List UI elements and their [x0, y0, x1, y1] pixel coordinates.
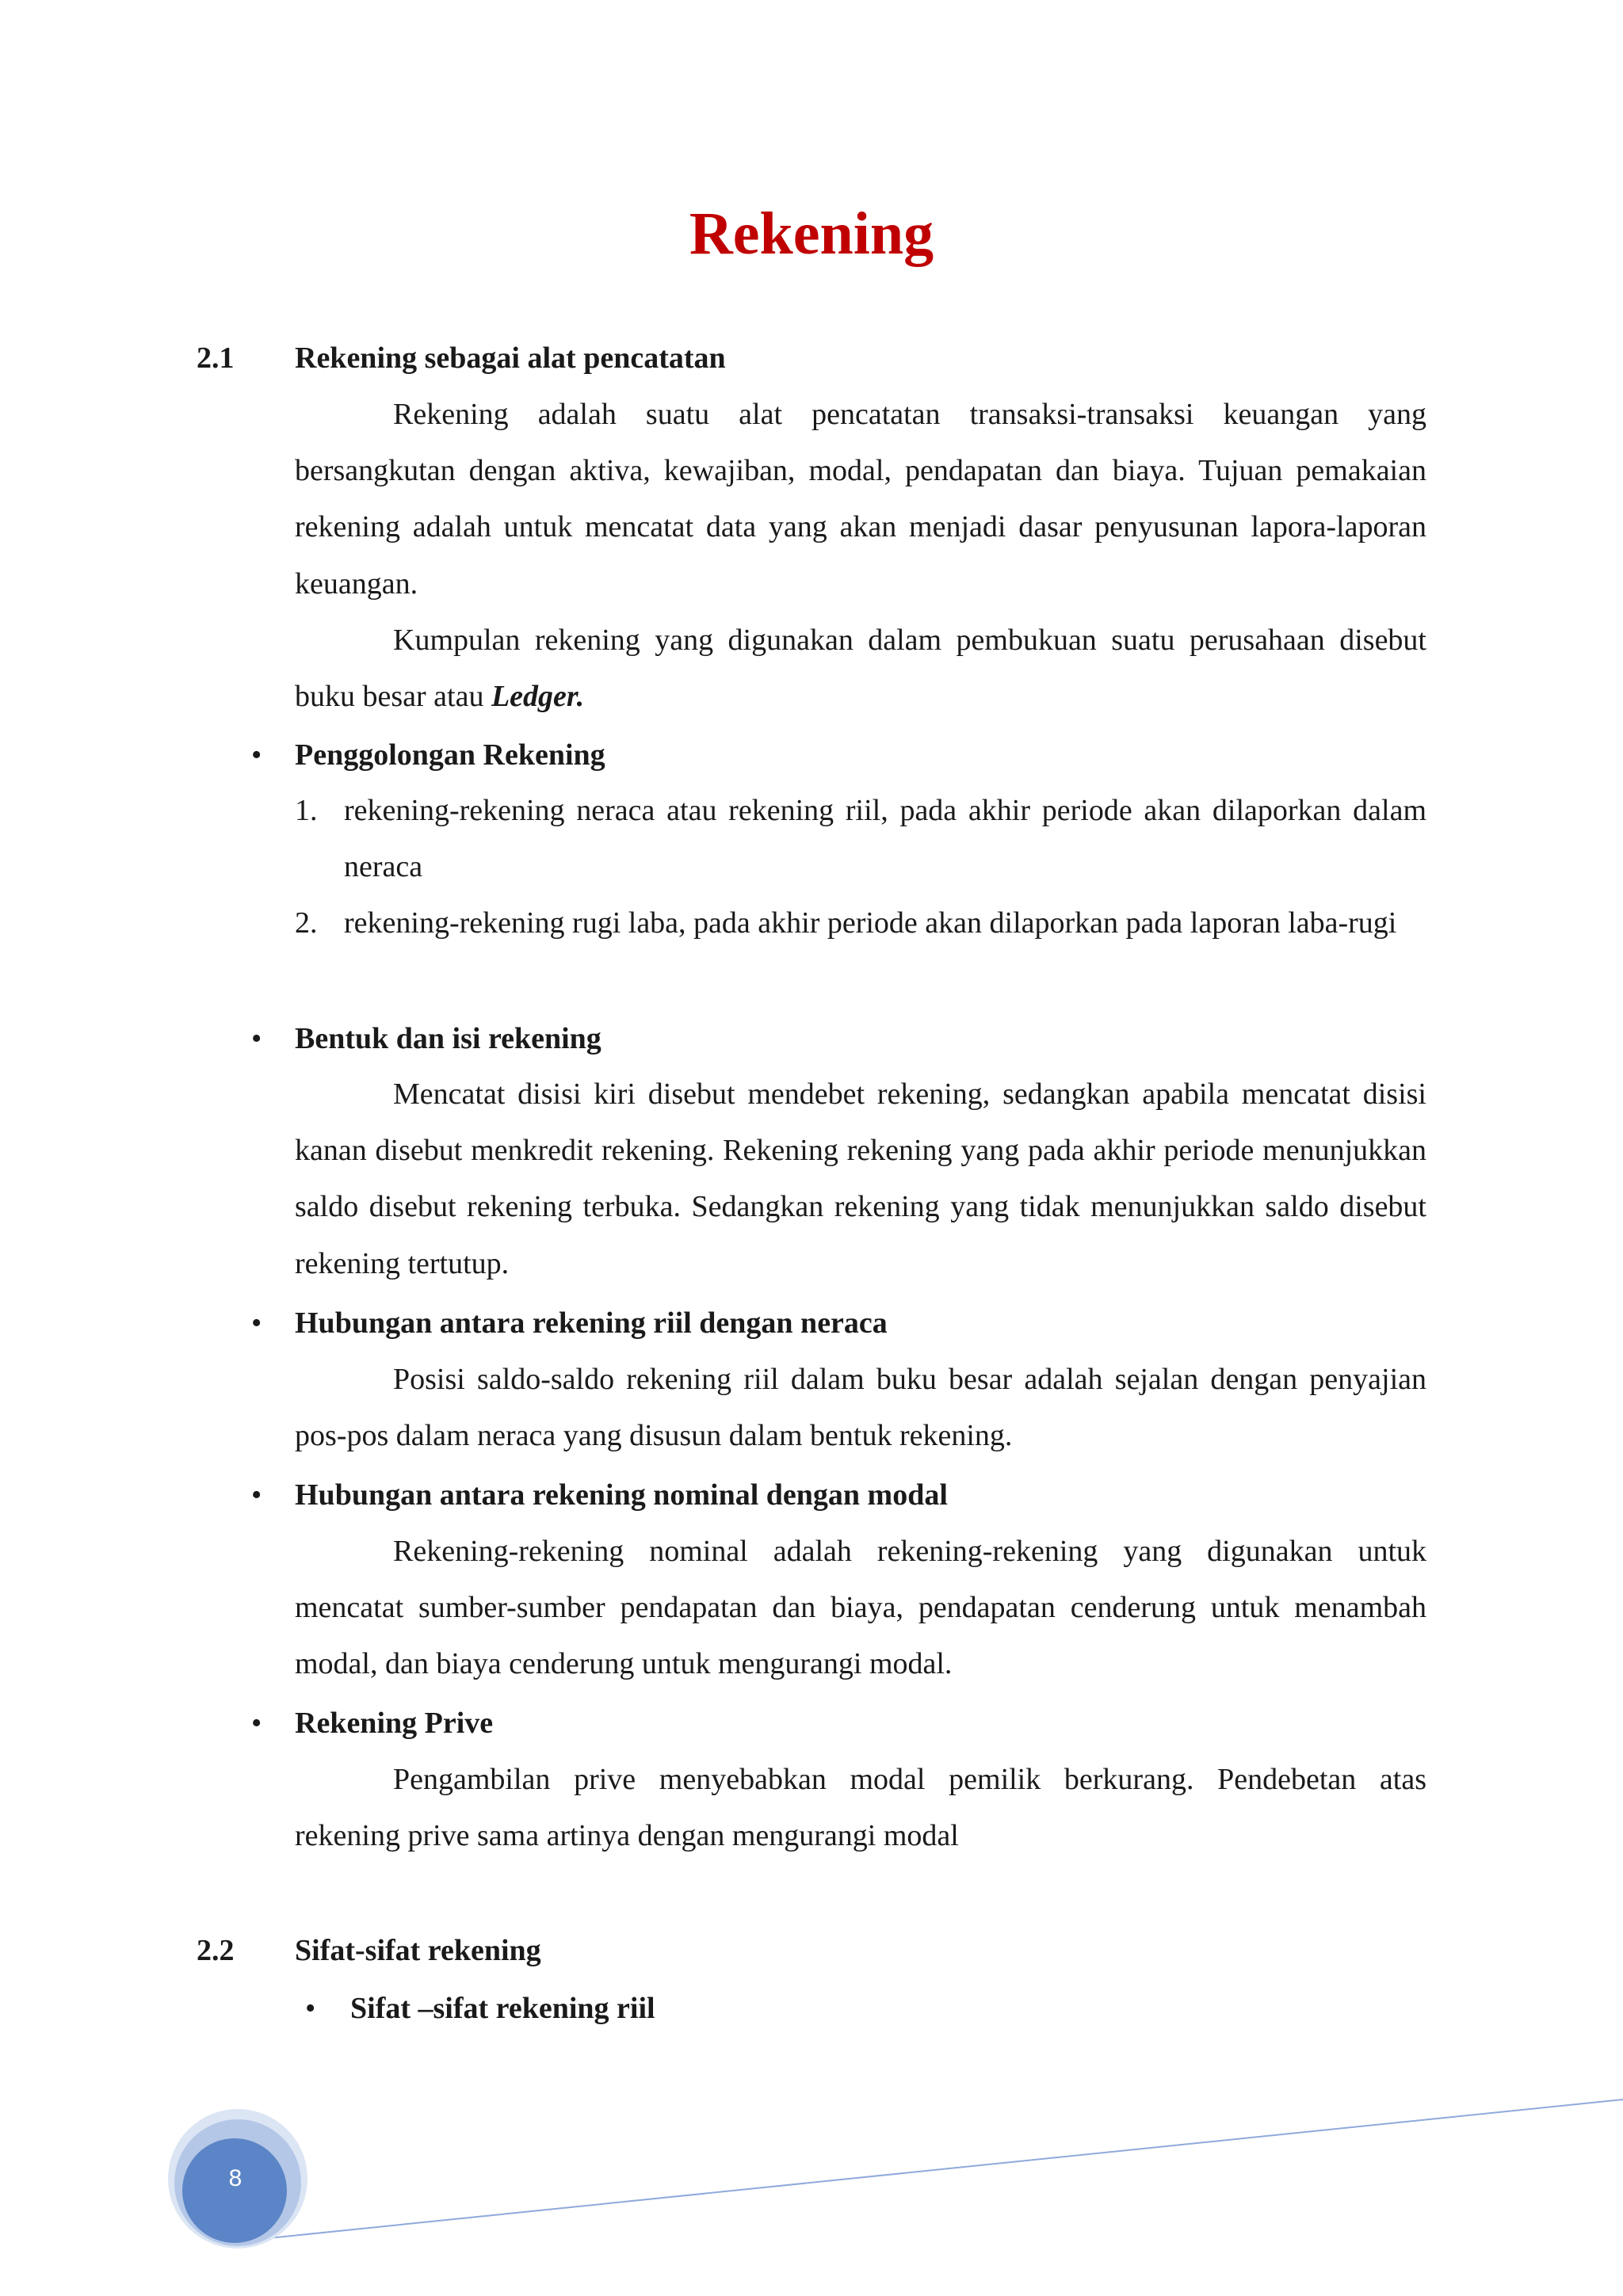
list-item: rekening-rekening rugi laba, pada akhir periode akan dilaporkan pada laporan laba-rugi — [344, 906, 1397, 940]
bullet-heading: Hubungan antara rekening nominal dengan modal — [295, 1478, 948, 1512]
bullet-icon: • — [251, 1306, 262, 1340]
bullet-icon: • — [251, 738, 262, 772]
paragraph — [295, 612, 1426, 725]
bullet-heading: Rekening Prive — [295, 1707, 494, 1740]
bullet-heading: Hubungan antara rekening riil dengan neraca — [295, 1306, 888, 1340]
section-number: 2.1 — [197, 341, 235, 375]
emphasis-term: Ledger. — [491, 680, 585, 714]
bullet-icon: • — [251, 1478, 262, 1512]
list-number: 1. — [295, 794, 318, 827]
bullet-heading: Penggolongan Rekening — [295, 738, 605, 772]
paragraph: Pengambilan prive menyebabkan modal pemilik berkurang. Pendebetan atas rekening prive sama artinya dengan mengurangi modal — [295, 1763, 1426, 1853]
list-number: 2. — [295, 906, 318, 940]
footer-line — [230, 2100, 1623, 2242]
paragraph: Rekening-rekening nominal adalah rekening-rekening yang digunakan untuk mencatat sumber-sumber pendapatan dan biaya, pendapatan cenderung untuk menambah modal, dan biaya cenderung untuk mengurangi modal. — [295, 1535, 1426, 1681]
paragraph: Rekening adalah suatu alat pencatatan transaksi-transaksi keuangan yang bersangkutan dengan aktiva, kewajiban, modal, pendapatan dan biaya. Tujuan pemakaian rekening adalah untuk mencatat data yang akan menjadi dasar penyusunan lapora-laporan keuangan. — [295, 398, 1426, 601]
bullet-icon: • — [251, 1707, 262, 1740]
paragraph: Mencatat disisi kiri disebut mendebet rekening, sedangkan apabila mencatat disisi kanan disebut menkredit rekening. Rekening rekening yang pada akhir periode menunjukkan saldo disebut rekening terbuka. Sedangkan rekening yang tidak menunjukkan saldo disebut rekening tertutup. — [295, 1077, 1426, 1280]
bullet-icon: • — [305, 1992, 316, 2025]
paragraph: Posisi saldo-saldo rekening riil dalam buku besar adalah sejalan dengan penyajian pos-pos dalam neraca yang disusun dalam bentuk rekening. — [295, 1363, 1426, 1453]
section-number: 2.2 — [197, 1934, 235, 1967]
page-number: 8 — [228, 2165, 242, 2191]
paragraph-text: Kumpulan rekening yang digunakan dalam pembukuan suatu perusahaan disebut buku besar atau — [295, 624, 1426, 714]
bullet-heading: Bentuk dan isi rekening — [295, 1022, 601, 1055]
chapter-title: Rekening — [689, 200, 934, 267]
list-item: rekening-rekening neraca atau rekening riil, pada akhir periode akan dilaporkan dalam neraca — [344, 794, 1426, 884]
section-heading: Sifat-sifat rekening — [295, 1934, 541, 1967]
bullet-icon: • — [251, 1022, 262, 1055]
bullet-heading: Sifat –sifat rekening riil — [350, 1992, 655, 2025]
section-heading: Rekening sebagai alat pencatatan — [295, 341, 726, 375]
